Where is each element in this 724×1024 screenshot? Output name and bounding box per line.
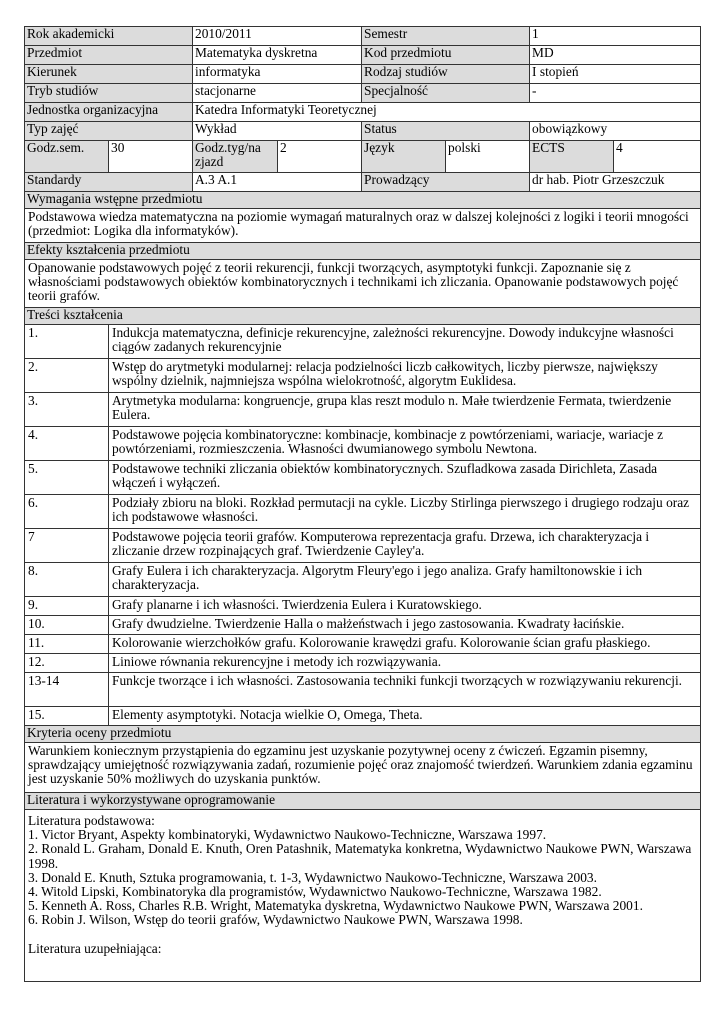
section-title: Treści kształcenia [25,308,701,325]
content-text: Podstawowe pojęcia teorii grafów. Komputerowa reprezentacja grafu. Drzewa, ich charakteryzacja i zliczanie drzew rozpinających graf. Twierdzenie Cayley'a. [109,529,701,563]
literature-entry: 6. Robin J. Wilson, Wstęp do teorii grafów, Wydawnictwo Naukowe PWN, Warszawa 1998. [28,912,523,928]
section-header-row [25,243,701,260]
content-row [25,616,701,635]
literature-basic-label: Literatura podstawowa: [28,813,155,828]
section-title: Literatura i wykorzystywane oprogramowanie [25,793,701,810]
content-number: 5. [25,461,109,495]
content-number: 1. [25,325,109,359]
standards-row [25,173,701,192]
content-number: 10. [25,616,109,635]
section-title: Wymagania wstępne przedmiotu [25,192,701,209]
section-header-row [25,726,701,743]
field-value: polski [446,141,530,173]
field-label: Język [362,141,446,173]
field-label: Godz.sem. [25,141,109,173]
field-value: Wykład [193,122,362,141]
section-header-row [25,192,701,209]
type-row [25,122,701,141]
header-row [25,65,701,84]
content-number: 7 [25,529,109,563]
content-row [25,495,701,529]
header-row [25,27,701,46]
content-text: Wstęp do arytmetyki modularnej: relacja podzielności liczb całkowitych, liczby pierwsze, największy wspólny dzielnik, najmniejsza wspólna wielokrotność, algorytm Euklidesa. [109,359,701,393]
content-text: Arytmetyka modularna: kongruencje, grupa klas reszt modulo n. Małe twierdzenie Fermata, twierdzenie Eulera. [109,393,701,427]
spacer [28,928,698,942]
field-value: Katedra Informatyki Teoretycznej [193,103,701,122]
criteria-text: Warunkiem koniecznym przystąpienia do egzaminu jest uzyskanie pozytywnej oceny z ćwiczeń. Egzamin pisemny, sprawdzający umiejętność rozwiązywania zadań, rozumienie pojęć oraz znajomość twierdzeń. Warunkiem zdania egzaminu jest uzyskanie 50% możliwych do uzyskania punktów. [25,743,701,793]
section-body-row [25,260,701,308]
outcomes-text: Opanowanie podstawowych pojęć z teorii rekurencji, funkcji tworzących, asymptotyki funkcji. Zapoznanie się z własnościami podstawowych obiektów kombinatorycznych i technikami ich zliczania. Opanowanie podstawowych pojęć teorii grafów. [25,260,701,308]
section-header-row [25,793,701,810]
section-header-row [25,308,701,325]
content-number: 15. [25,707,109,726]
content-row [25,707,701,726]
field-value: MD [530,46,701,65]
literature-entry: 3. Donald E. Knuth, Sztuka programowania, t. 1-3, Wydawnictwo Naukowo-Techniczne, Warszawa 2003. [28,869,597,885]
literature-entry: 1. Victor Bryant, Aspekty kombinatoryki, Wydawnictwo Naukowo-Techniczne, Warszawa 1997. [28,827,547,843]
content-row [25,461,701,495]
field-value: 1 [530,27,701,46]
field-label: Prowadzący [362,173,530,192]
content-text: Grafy dwudzielne. Twierdzenie Halla o małżeństwach i jego zastosowania. Kwadraty łacińskie. [109,616,701,635]
field-value: informatyka [193,65,362,84]
field-label: Specjalność [362,84,530,103]
field-value: 2 [278,141,362,173]
unit-row [25,103,701,122]
field-label: Kod przedmiotu [362,46,530,65]
field-value: stacjonarne [193,84,362,103]
field-value: 4 [614,141,701,173]
field-label: ECTS [530,141,614,173]
field-value: dr hab. Piotr Grzeszczuk [530,173,701,192]
field-label: Przedmiot [25,46,193,65]
content-number: 4. [25,427,109,461]
field-label: Jednostka organizacyjna [25,103,193,122]
field-label: Rok akademicki [25,27,193,46]
field-label: Standardy [25,173,193,192]
header-row [25,46,701,65]
content-number: 13-14 [25,673,109,707]
header-row [25,84,701,103]
content-row [25,563,701,597]
field-label: Rodzaj studiów [362,65,530,84]
field-label: Semestr [362,27,530,46]
content-row [25,359,701,393]
content-number: 3. [25,393,109,427]
content-text: Funkcje tworzące i ich własności. Zastosowania techniki funkcji tworzących w rozwiązywaniu rekurencji. [109,673,701,707]
content-text: Podstawowe pojęcia kombinatoryczne: kombinacje, kombinacje z powtórzeniami, wariacje, wariacje z powtórzeniami, rozmieszczenia. Własności dwumianowego symbolu Newtona. [109,427,701,461]
content-number: 8. [25,563,109,597]
literature-extra-label: Literatura uzupełniająca: [28,940,162,956]
literature-entry: 2. Ronald L. Graham, Donald E. Knuth, Oren Patashnik, Matematyka konkretna, Wydawnictwo Naukowe PWN, Warszawa 1998. [28,841,692,871]
syllabus-table [24,26,701,982]
field-value: 2010/2011 [193,27,362,46]
content-row [25,325,701,359]
prerequisites-text: Podstawowa wiedza matematyczna na poziomie wymagań maturalnych oraz w dalszej kolejności z logiki i teorii mnogości (przedmiot: Logika dla informatyków). [25,209,701,243]
content-number: 11. [25,635,109,654]
content-number: 6. [25,495,109,529]
literature-cell [25,810,701,982]
field-value: A.3 A.1 [193,173,362,192]
content-text: Podziały zbioru na bloki. Rozkład permutacji na cykle. Liczby Stirlinga pierwszego i drugiego rodzaju oraz ich podstawowe własności. [109,495,701,529]
field-label: Typ zajęć [25,122,193,141]
hours-row [25,141,701,173]
field-value: obowiązkowy [530,122,701,141]
content-text: Kolorowanie wierzchołków grafu. Kolorowanie krawędzi grafu. Kolorowanie ścian grafu płaskiego. [109,635,701,654]
field-label: Godz.tyg/na zjazd [193,141,278,173]
content-row [25,597,701,616]
field-label: Tryb studiów [25,84,193,103]
content-text: Podstawowe techniki zliczania obiektów kombinatorycznych. Szufladkowa zasada Dirichleta, Zasada włączeń i wyłączeń. [109,461,701,495]
content-text: Liniowe równania rekurencyjne i metody ich rozwiązywania. [109,654,701,673]
field-label: Status [362,122,530,141]
course-syllabus [24,26,700,982]
content-row [25,673,701,707]
content-text: Grafy planarne i ich własności. Twierdzenia Eulera i Kuratowskiego. [109,597,701,616]
field-value: - [530,84,701,103]
section-title: Kryteria oceny przedmiotu [25,726,701,743]
content-row [25,635,701,654]
content-number: 12. [25,654,109,673]
section-body-row [25,209,701,243]
literature-entry: 5. Kenneth A. Ross, Charles R.B. Wright, Matematyka dyskretna, Wydawnictwo Naukowe PWN, Warszawa 2001. [28,898,643,914]
content-number: 9. [25,597,109,616]
literature-body-row [25,810,701,982]
content-row [25,427,701,461]
content-text: Grafy Eulera i ich charakteryzacja. Algorytm Fleury'ego i jego analiza. Grafy hamiltonowskie i ich charakteryzacja. [109,563,701,597]
content-number: 2. [25,359,109,393]
content-text: Indukcja matematyczna, definicje rekurencyjne, zależności rekurencyjne. Dowody indukcyjne własności ciągów zadanych rekurencyjnie [109,325,701,359]
content-row [25,654,701,673]
section-body-row [25,743,701,793]
field-value: 30 [109,141,193,173]
content-text: Elementy asymptotyki. Notacja wielkie O, Omega, Theta. [109,707,701,726]
field-value: Matematyka dyskretna [193,46,362,65]
section-title: Efekty kształcenia przedmiotu [25,243,701,260]
content-row [25,529,701,563]
field-label: Kierunek [25,65,193,84]
field-value: I stopień [530,65,701,84]
content-row [25,393,701,427]
literature-entry: 4. Witold Lipski, Kombinatoryka dla programistów, Wydawnictwo Naukowo-Techniczne, Warszawa 1982. [28,884,602,900]
